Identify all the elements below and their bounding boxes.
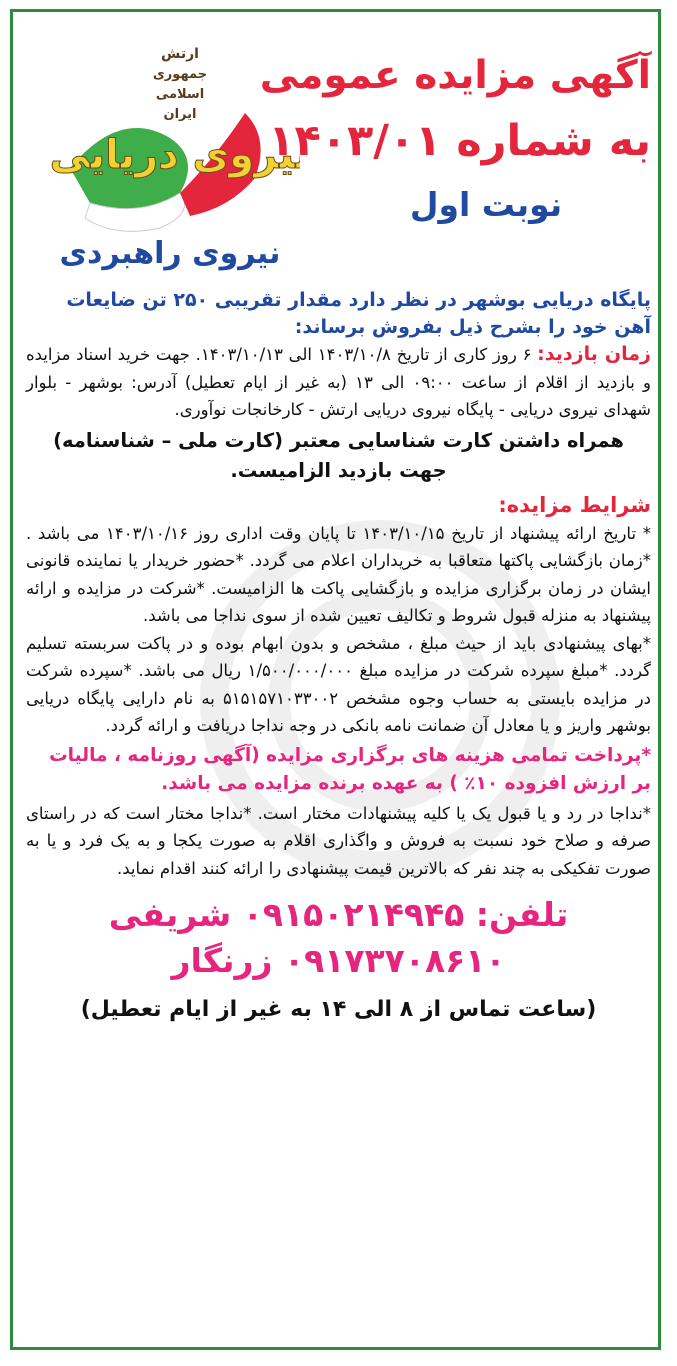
- contact-block: [26, 892, 651, 1030]
- conditions-paragraph-4: *نداجا در رد و یا قبول یک یا کلیه پیشنهادات مختار است. *نداجا مختار است که در راستای صرفه و صلاح خود نسبت به فروش و واگذاری اقلام به صورت یکجا و به یک فرد و یا به صورت تفکیکی به چند نفر که بالاترین قیمت پیشنهادی را ارائه کنند اقدام نماید.: [26, 803, 651, 878]
- phone-line-1: [26, 892, 651, 938]
- phone-line-2: [26, 938, 651, 984]
- visit-text: ۶ روز کاری از تاریخ ۱۴۰۳/۱۰/۸ الی ۱۴۰۳/۱۰/۱۳. جهت خرید اسناد مزایده و بازدید از اقلام از ساعت ۰۹:۰۰ الی ۱۳ (به غیر از ایام تعطیل) آدرس: بوشهر - بلوار شهدای نیروی دریایی - پایگاه نیروی دریایی ارتش - کارخانجات نوآوری.: [26, 345, 651, 419]
- notice-title: آگهی مزایده عمومی: [259, 53, 651, 98]
- intro-text: پایگاه دریایی بوشهر در نظر دارد مقدار تقریبی ۲۵۰ تن ضایعات آهن خود را بشرح ذیل بفروش برساند:: [66, 289, 651, 338]
- svg-text:نیروی دریایی: نیروی دریایی: [49, 132, 300, 178]
- navy-logo: [30, 18, 300, 283]
- contact-name-2: زرنگار: [171, 941, 273, 980]
- phone-number-2: ۰۹۱۷۳۷۰۸۶۱۰: [283, 941, 506, 980]
- conditions-cost-note: *پرداخت تمامی هزینه های برگزاری مزایده (آگهی روزنامه ، مالیات بر ارزش افزوده ۱۰٪ ) به عهده برنده مزایده می باشد.: [49, 744, 651, 794]
- conditions-paragraph-2: *بهای پیشنهادی باید از حیث مبلغ ، مشخص و بدون ابهام بوده و در پاکت سربسته تسلیم گردد. *مبلغ سپرده شرکت در مزایده مبلغ ۱/۵۰۰/۰۰۰/۰۰۰ ریال می باشد. *سپرده شرکت در مزایده بایستی به حساب وجوه مشخص ۵۱۵۱۵۷۱۰۳۳۰۰۲ به نام دارایی پایگاه دریایی بوشهر واریز و یا معادل آن ضمانت نامه بانکی در وجه نداجا دریافت و ارائه گردد.: [26, 633, 652, 735]
- header: [26, 18, 651, 283]
- conditions-paragraph-1: * تاریخ ارائه پیشنهاد از تاریخ ۱۴۰۳/۱۰/۱۵ تا پایان وقت اداری روز ۱۴۰۳/۱۰/۱۶ می باشد . *زمان بازگشایی پاکتها متعاقبا به خریداران اعلام می گردد. *حضور خریدار یا نماینده قانونی ایشان در زمان برگزاری مزایده و بازگشایی پاکت ها الزامیست. *شرکت در مزایده و ارائه پیشنهاد به منزله قبول شروط و تکالیف تعیین شده از سوی نداجا می باشد.: [26, 523, 651, 625]
- svg-text:ارتش: ارتش: [161, 46, 199, 62]
- navy-logo-icon: [30, 18, 300, 283]
- notice-round: نوبت اول: [409, 185, 563, 224]
- visit-paragraph: [26, 341, 651, 424]
- conditions-title: شرایط مزایده:: [498, 492, 651, 517]
- svg-text:جمهوری: جمهوری: [152, 67, 208, 82]
- notice-number: به شماره ۱۴۰۳/۰۱: [268, 116, 651, 166]
- contact-hours: (ساعت تماس از ۸ الی ۱۴ به غیر از ایام تعطیل): [80, 997, 597, 1022]
- svg-text:ایران: ایران: [163, 107, 197, 122]
- phone-number-1: ۰۹۱۵۰۲۱۴۹۴۵: [242, 895, 465, 934]
- svg-text:اسلامی: اسلامی: [155, 87, 205, 102]
- visit-label: زمان بازدید:: [537, 343, 651, 365]
- id-card-note: همراه داشتن کارت شناسایی معتبر (کارت ملی – شناسنامه) جهت بازدید الزامیست.: [53, 428, 624, 482]
- phone-label: تلفن:: [475, 895, 569, 934]
- svg-text:نیروی راهبردی: نیروی راهبردی: [59, 236, 281, 271]
- contact-name-1: شریفی: [108, 895, 232, 934]
- title-block: [259, 48, 651, 230]
- notice-document: [26, 18, 651, 1030]
